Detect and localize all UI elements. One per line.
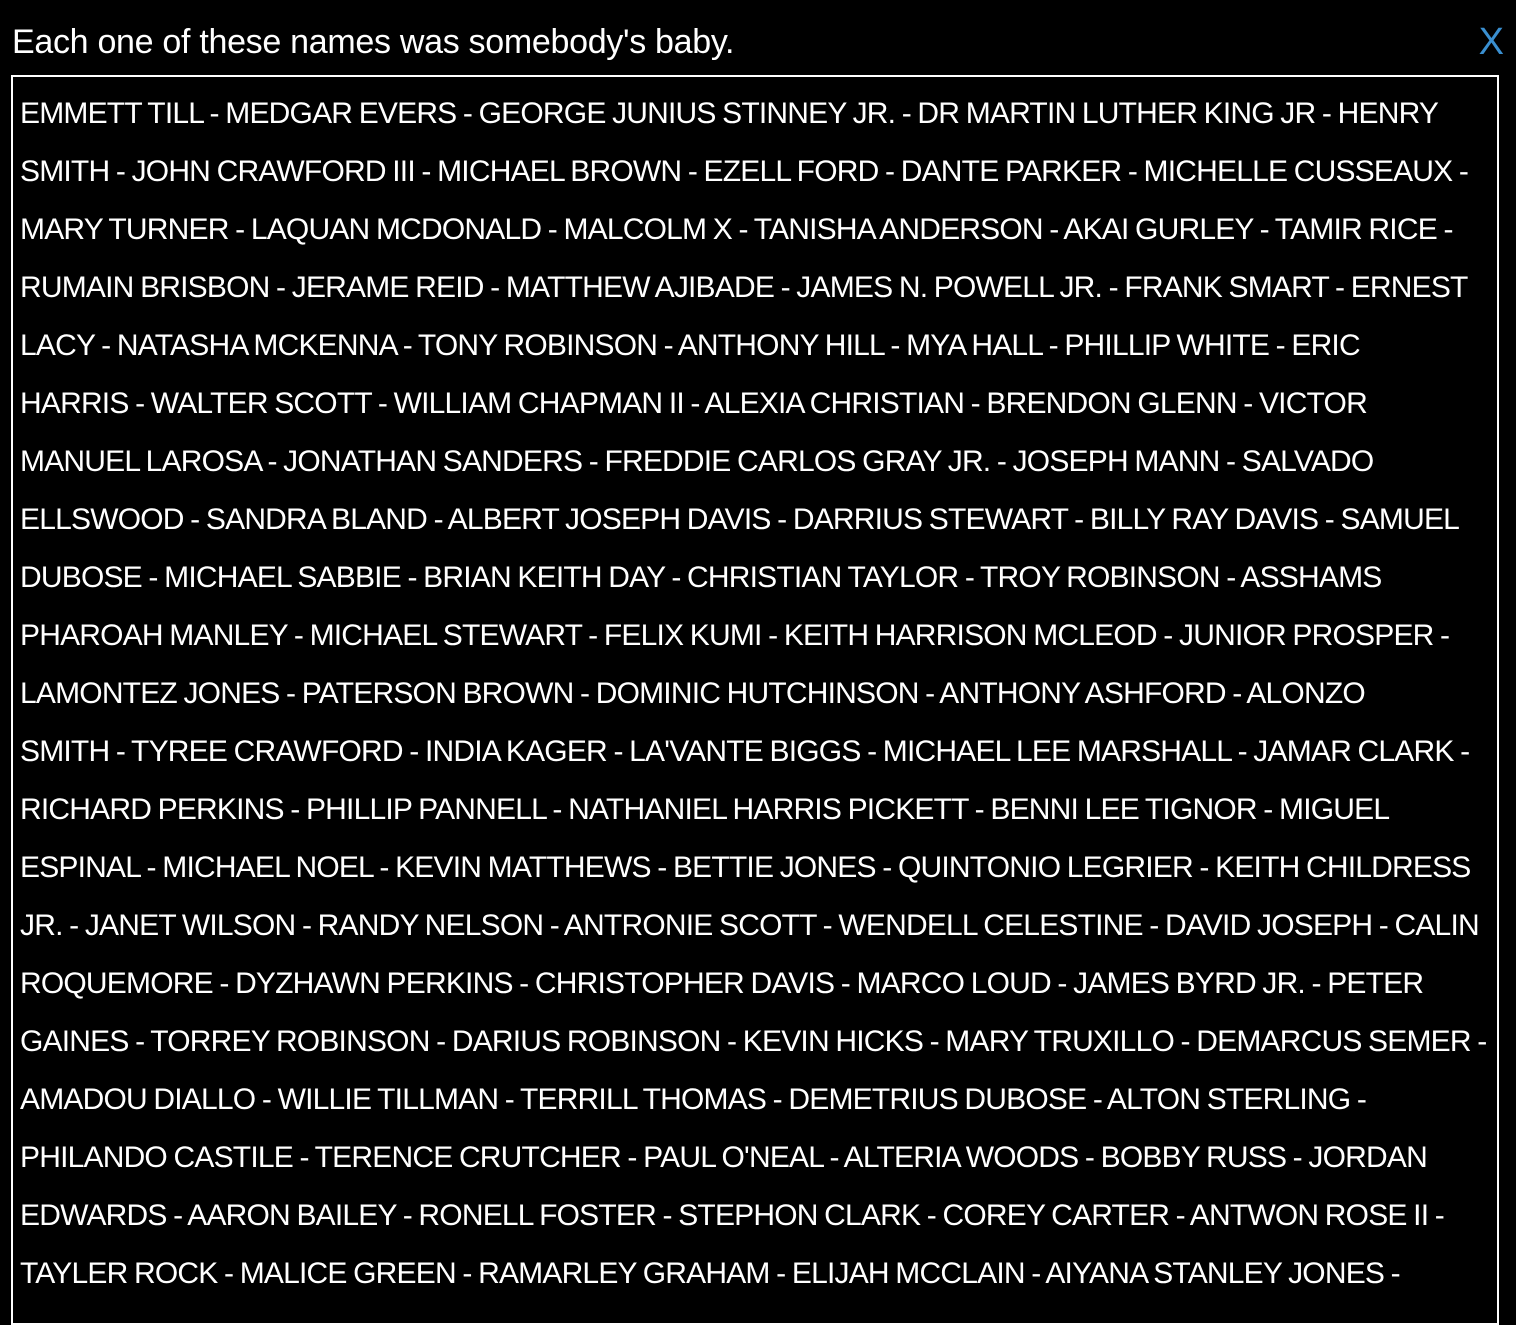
- names-line: GAINES - TORREY ROBINSON - DARIUS ROBINSON - KEVIN HICKS - MARY TRUXILLO - DEMARCUS SEMER -: [20, 1025, 1487, 1058]
- names-line: PHILANDO CASTILE - TERENCE CRUTCHER - PAUL O'NEAL - ALTERIA WOODS - BOBBY RUSS - JORDAN: [20, 1141, 1427, 1174]
- names-line: EDWARDS - AARON BAILEY - RONELL FOSTER - STEPHON CLARK - COREY CARTER - ANTWON ROSE II -: [20, 1199, 1444, 1232]
- names-line: ELLSWOOD - SANDRA BLAND - ALBERT JOSEPH DAVIS - DARRIUS STEWART - BILLY RAY DAVIS - SAMUEL: [20, 503, 1460, 536]
- names-line: PHAROAH MANLEY - MICHAEL STEWART - FELIX KUMI - KEITH HARRISON MCLEOD - JUNIOR PROSPER -: [20, 619, 1450, 652]
- names-line: SMITH - TYREE CRAWFORD - INDIA KAGER - LA'VANTE BIGGS - MICHAEL LEE MARSHALL - JAMAR CLARK -: [20, 735, 1470, 768]
- names-line: RICHARD PERKINS - PHILLIP PANNELL - NATHANIEL HARRIS PICKETT - BENNI LEE TIGNOR - MIGUEL: [20, 793, 1390, 826]
- names-line: LAMONTEZ JONES - PATERSON BROWN - DOMINIC HUTCHINSON - ANTHONY ASHFORD - ALONZO: [20, 677, 1365, 710]
- names-line: ROQUEMORE - DYZHAWN PERKINS - CHRISTOPHER DAVIS - MARCO LOUD - JAMES BYRD JR. - PETER: [20, 967, 1424, 1000]
- names-line: LACY - NATASHA MCKENNA - TONY ROBINSON - ANTHONY HILL - MYA HALL - PHILLIP WHITE - ERIC: [20, 329, 1360, 362]
- names-line: HARRIS - WALTER SCOTT - WILLIAM CHAPMAN II - ALEXIA CHRISTIAN - BRENDON GLENN - VICTOR: [20, 387, 1367, 420]
- names-list: [20, 85, 1499, 1303]
- names-line: MANUEL LAROSA - JONATHAN SANDERS - FREDDIE CARLOS GRAY JR. - JOSEPH MANN - SALVADO: [20, 445, 1374, 478]
- names-line: DUBOSE - MICHAEL SABBIE - BRIAN KEITH DAY - CHRISTIAN TAYLOR - TROY ROBINSON - ASSHAMS: [20, 561, 1382, 594]
- names-line: SMITH - JOHN CRAWFORD III - MICHAEL BROWN - EZELL FORD - DANTE PARKER - MICHELLE CUSSEAUX -: [20, 155, 1469, 188]
- close-button[interactable]: X: [1478, 21, 1504, 63]
- names-line: ESPINAL - MICHAEL NOEL - KEVIN MATTHEWS - BETTIE JONES - QUINTONIO LEGRIER - KEITH CHILDRESS: [20, 851, 1471, 884]
- names-line: TAYLER ROCK - MALICE GREEN - RAMARLEY GRAHAM - ELIJAH MCCLAIN - AIYANA STANLEY JONES -: [20, 1257, 1400, 1290]
- modal-title: Each one of these names was somebody's baby.: [12, 23, 735, 61]
- names-line: JR. - JANET WILSON - RANDY NELSON - ANTRONIE SCOTT - WENDELL CELESTINE - DAVID JOSEPH - CALIN: [20, 909, 1479, 942]
- modal-header: [0, 0, 1516, 76]
- names-line: EMMETT TILL - MEDGAR EVERS - GEORGE JUNIUS STINNEY JR. - DR MARTIN LUTHER KING JR - HENRY: [20, 97, 1439, 130]
- names-line: AMADOU DIALLO - WILLIE TILLMAN - TERRILL THOMAS - DEMETRIUS DUBOSE - ALTON STERLING -: [20, 1083, 1367, 1116]
- names-line: MARY TURNER - LAQUAN MCDONALD - MALCOLM X - TANISHA ANDERSON - AKAI GURLEY - TAMIR RICE -: [20, 213, 1453, 246]
- names-list-box[interactable]: [11, 75, 1499, 1325]
- names-line: RUMAIN BRISBON - JERAME REID - MATTHEW AJIBADE - JAMES N. POWELL JR. - FRANK SMART - ERNEST: [20, 271, 1468, 304]
